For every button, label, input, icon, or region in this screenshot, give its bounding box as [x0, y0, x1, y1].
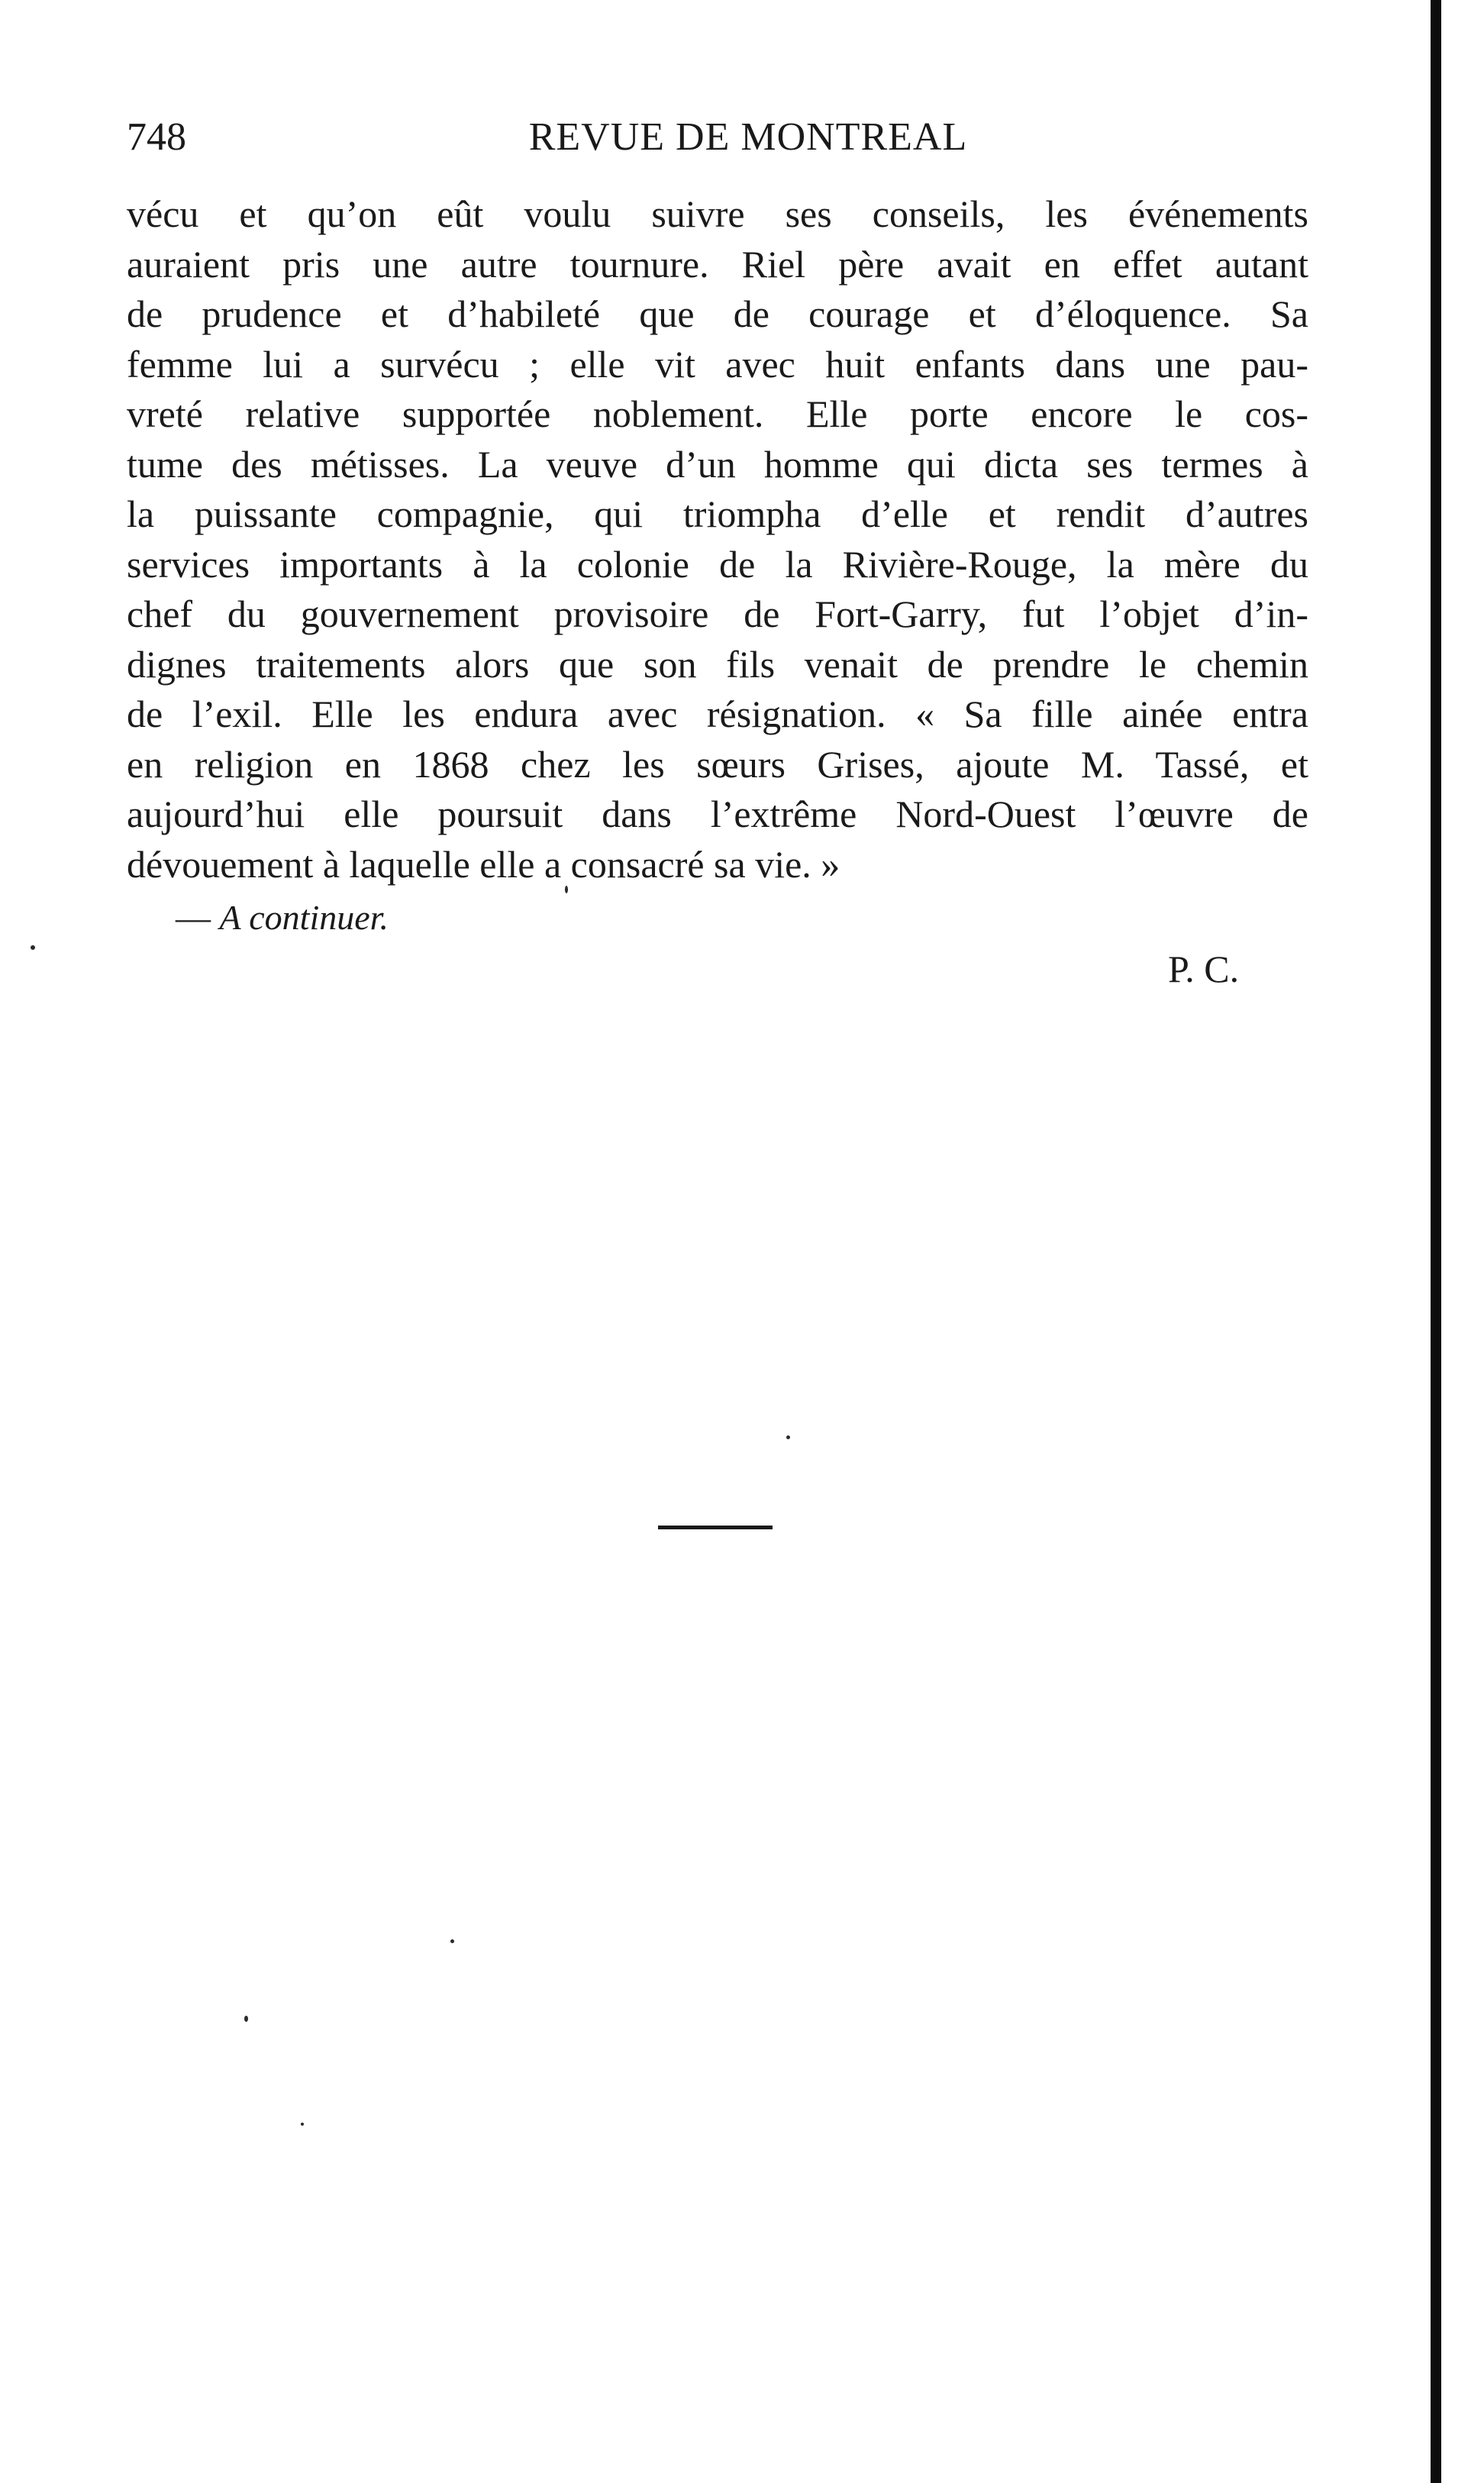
author-signature: P. C.	[1168, 948, 1240, 990]
scan-speck	[301, 2123, 304, 2126]
section-divider	[658, 1526, 773, 1529]
scan-speck	[31, 945, 35, 950]
text-line: vreté relative supportée noblement. Elle porte encore le cos-	[127, 392, 1308, 435]
page-header	[127, 107, 1308, 168]
text-line: femme lui a survécu ; elle vit avec huit enfants dans une pau-	[127, 342, 1308, 386]
text-line: de l’exil. Elle les endura avec résignation. « Sa fille ainée entra	[127, 693, 1308, 735]
scan-speck	[244, 2016, 248, 2022]
text-line: auraient pris une autre tournure. Riel père avait en effet autant	[127, 242, 1308, 286]
text-line: dévouement à laquelle elle a consacré sa vie. »	[127, 842, 840, 886]
text-line: la puissante compagnie, qui triompha d’elle et rendit d’autres	[127, 492, 1308, 535]
text-line: vécu et qu’on eût voulu suivre ses conseils, les événements	[127, 192, 1308, 235]
body-paragraph	[127, 189, 1308, 890]
scan-speck	[786, 1435, 790, 1439]
text-line: services importants à la colonie de la Rivière-Rouge, la mère du	[127, 542, 1308, 586]
scan-page-edge	[1431, 0, 1441, 2483]
running-title: REVUE DE MONTREAL	[528, 115, 968, 159]
text-line: dignes traitements alors que son fils venait de prendre le chemin	[127, 642, 1308, 686]
scan-speck	[450, 1939, 454, 1943]
continuation-dash: —	[176, 898, 220, 937]
text-line: chef du gouvernement provisoire de Fort-Garry, fut l’objet d’in-	[127, 592, 1308, 635]
scan-speck	[565, 886, 568, 893]
text-line: aujourd’hui elle poursuit dans l’extrême Nord-Ouest l’œuvre de	[127, 793, 1308, 835]
continuation-text: A continuer.	[219, 898, 389, 937]
text-line: tume des métisses. La veuve d’un homme qui dicta ses termes à	[127, 442, 1308, 486]
page-number: 748	[127, 115, 186, 159]
text-line: de prudence et d’habileté que de courage et d’éloquence. Sa	[127, 292, 1308, 335]
text-line: en religion en 1868 chez les sœurs Grises, ajoute M. Tassé, et	[127, 742, 1308, 786]
continuation-note	[176, 895, 389, 941]
